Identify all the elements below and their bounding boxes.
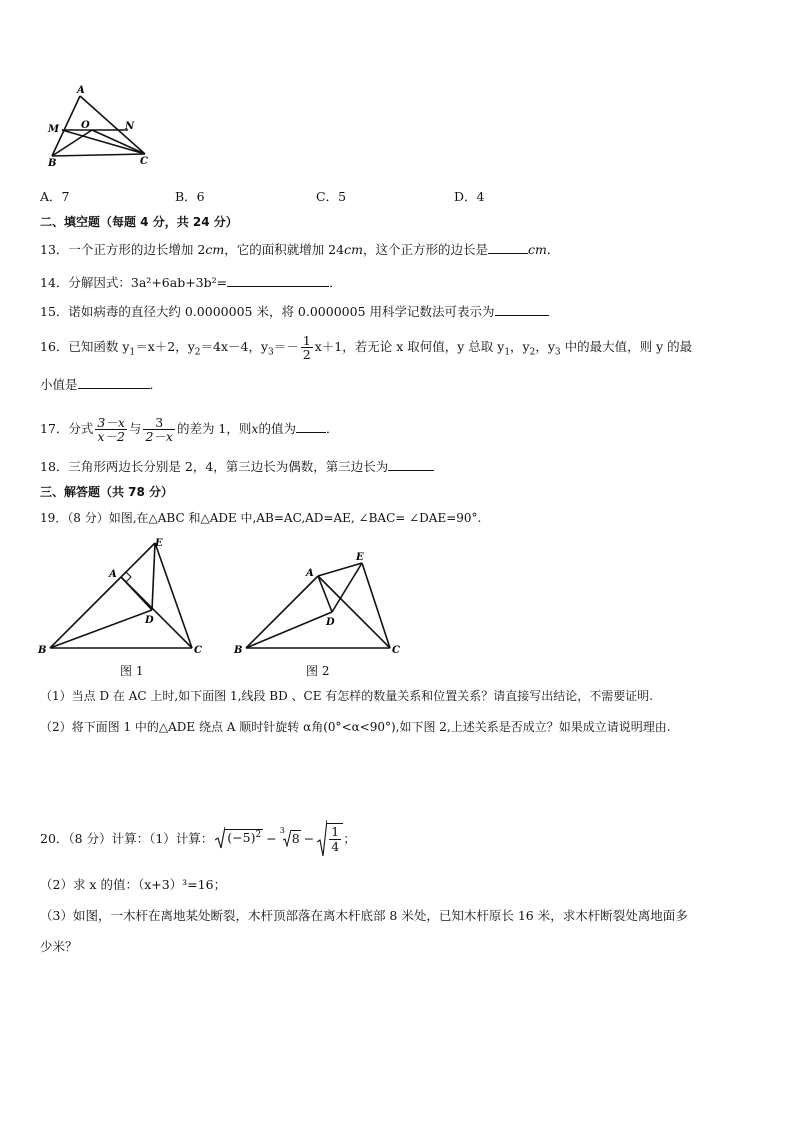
q20-minus-2: − [303,830,315,846]
fig1-label-D: D [145,615,154,626]
question-20-part-3-line2: 少米？ [40,939,78,954]
q16-text-c: ＝4x－4，y [200,339,269,354]
q16-text-d: ＝－ [273,339,299,354]
label-N: N [125,121,135,132]
label-O: O [81,120,90,131]
q17-frac1-den: x－2 [97,429,125,444]
option-b: B．6 [175,189,205,204]
option-c: C．5 [316,189,347,204]
q14-answer-blank[interactable] [227,274,329,287]
q17-var-x: x [251,421,259,436]
question-14 [40,273,342,291]
question-20-part-3-line1: （3）如图，一木杆在离地某处断裂，木杆顶部落在离木杆底部 8 米处，已知木杆原长 16 米，求木杆断裂处离地面多 [40,908,688,923]
q16-text-a: 16．已知函数 y [40,339,130,354]
question-17 [40,409,338,449]
q13-text-c: ，这个正方形的边长是 [362,242,488,257]
question-16-line2 [40,375,162,393]
q20-semicolon: ； [343,831,356,846]
label-C: C [140,156,148,167]
q17-frac1-num: 3－x [97,414,125,430]
q16-sub-3: 3 [268,347,274,358]
q20-text-a: 20．（8 分）计算：（1）计算： [40,831,214,846]
section-3-heading: 三、解答题（共 78 分） [40,485,174,499]
sqrt-sign-icon [215,826,225,850]
q14-text-b: ． [329,275,342,290]
fig1-label-C: C [194,645,202,656]
figure-2-caption: 图 2 [306,664,330,678]
q13-text-a: 13．一个正方形的边长增加 2 [40,242,206,257]
q16-text-f: ，y [510,339,530,354]
q20-radicand-2: 8 [291,831,300,846]
q17-text-c: 的值为 [258,421,296,436]
q17-text-a: 17．分式 [40,421,94,436]
q15-text-a: 15．诺如病毒的直径大约 0.0000005 米，将 0.0000005 用科学记数法可表示为 [40,304,495,319]
q20-frac-num: 1 [331,824,340,840]
q20-minus-1: − [266,830,277,846]
question-19-part-1: （1）当点 D 在 AC 上时,如下面图 1,线段 BD 、CE 有怎样的数量关系和位置关系？请直接写出结论，不需要证明. [40,689,654,703]
q16-line2-text: 小值是 [40,377,78,392]
sqrt-sign-icon [317,818,327,858]
fig1-label-B: B [38,645,47,656]
fig1-label-E: E [155,538,163,549]
label-M: M [48,124,60,135]
question-18 [40,457,434,475]
q16-text-b: ＝x＋2，y [135,339,195,354]
question-19-stem: 19．（8 分）如图,在△ABC 和△ADE 中,AB=AC,AD=AE, ∠BAC= ∠DAE=90°. [40,511,482,525]
q16-fraction [301,334,313,361]
q16-text-e: x＋1，若无论 x 取何值，y 总取 y [314,339,505,354]
label-A: A [77,85,85,96]
q19-figure-1 [34,535,209,659]
q17-text-d: ． [325,421,339,436]
q17-fraction-2 [143,416,175,443]
q14-text-a: 14．分解因式：3a²+6ab+3b²= [40,275,228,290]
fig1-label-A: A [109,569,117,580]
q13-unit-2: cm [344,242,363,257]
label-B: B [48,158,57,169]
question-19-part-2: （2）将下面图 1 中的△ADE 绕点 A 顺时针旋转 α角(0°<α<90°),如下图 2,上述关系是否成立？如果成立请说明理由. [40,720,671,734]
q15-answer-blank[interactable] [495,303,549,316]
q16-answer-blank[interactable] [78,376,150,389]
q20-radicand-base: (−5) [227,830,256,846]
q17-text-mid: 与 [128,421,142,436]
q19-figure-2 [230,545,410,659]
q20-exponent: 2 [255,829,262,840]
option-d: D．4 [454,189,485,204]
question-13 [40,240,559,258]
fig2-label-D: D [326,617,335,628]
question-16-line1 [40,327,692,373]
fig2-label-A: A [306,568,314,579]
q13-unit-3: cm [527,242,547,257]
q16-frac-num: 1 [302,332,311,348]
q17-fraction-1 [95,416,127,443]
q16-frac-den: 2 [302,347,311,362]
question-20-line1 [40,816,356,860]
q16-sub-2: 2 [194,347,201,358]
q13-text-d: ． [546,242,560,257]
q13-answer-blank[interactable] [488,241,528,254]
q16-sub-6: 3 [554,347,561,358]
question-15 [40,302,549,320]
q20-radicand-1 [225,829,263,845]
section-2-heading: 二、填空题（每题 4 分，共 24 分） [40,215,238,229]
q20-frac-den: 4 [331,838,340,854]
fig2-label-C: C [392,645,400,656]
q12-triangle-figure [40,82,165,170]
fig2-label-B: B [234,645,243,656]
q17-frac2-den: 2－x [145,429,173,444]
q16-text-h: 中的最大值，则 y 的最 [560,339,693,354]
figure-1-caption: 图 1 [120,664,144,678]
q18-text-a: 18．三角形两边长分别是 2，4，第三边长为偶数，第三边长为 [40,459,389,474]
q13-unit-1: cm [205,242,225,257]
q13-text-b: ，它的面积就增加 24 [224,242,345,257]
option-a: A．7 [40,189,70,204]
cube-root-sign-icon [283,829,291,847]
q17-frac2-num: 3 [143,416,175,430]
q20-fraction [327,823,343,852]
q16-sub-5: 2 [529,347,536,358]
q16-sub-1: 1 [129,347,136,358]
q16-text-g: ，y [535,339,555,354]
q17-answer-blank[interactable] [296,420,326,433]
q16-sub-4: 1 [504,347,511,358]
q16-end: ． [149,377,163,392]
q17-text-b: 的差为 1，则 [176,421,252,436]
q20-cube-root-index: 3 [279,826,285,835]
question-20-part-2: （2）求 x 的值：（x+3）³=16； [40,877,227,892]
fig2-label-E: E [356,552,364,563]
q18-answer-blank[interactable] [388,458,434,471]
